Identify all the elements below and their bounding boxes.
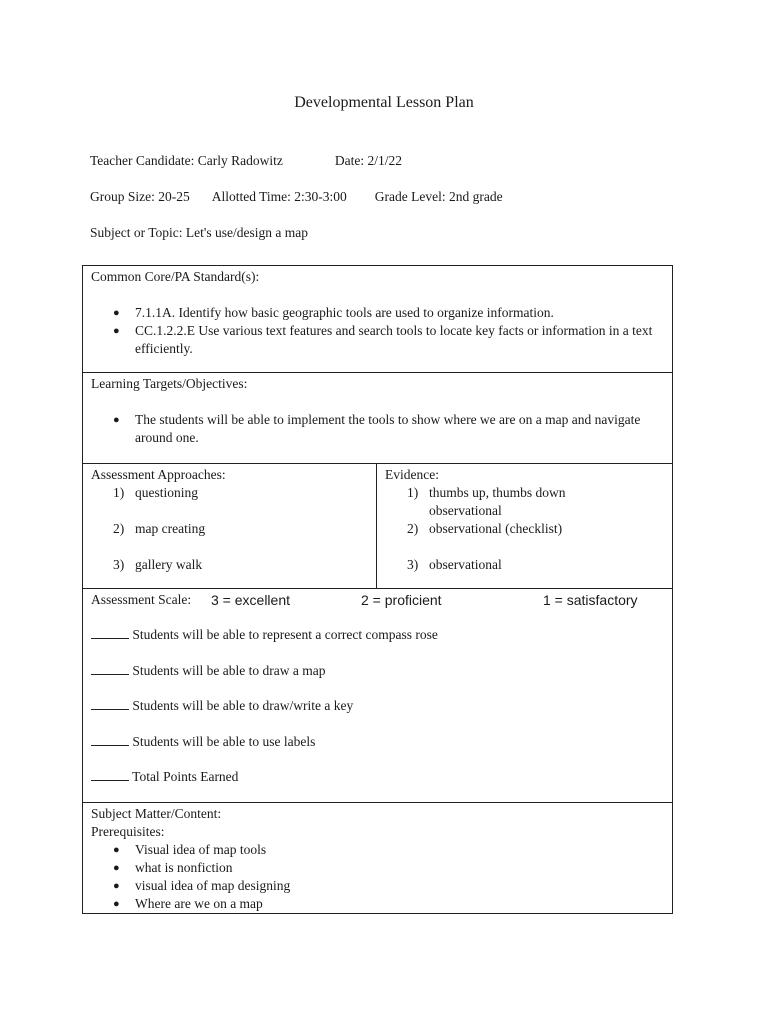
list-item: ● what is nonfiction: [91, 859, 664, 877]
score-blank[interactable]: [91, 626, 129, 639]
page-title: Developmental Lesson Plan: [294, 94, 474, 111]
teacher-date-line: [90, 153, 402, 169]
evidence-heading: Evidence:: [385, 467, 439, 482]
objectives-list: [91, 411, 664, 447]
objectives-heading: Learning Targets/Objectives:: [91, 376, 248, 391]
standards-heading: Common Core/PA Standard(s):: [91, 269, 260, 284]
subject-matter-heading: Subject Matter/Content:: [91, 806, 222, 821]
subject-matter-row: [83, 803, 673, 914]
criterion-item: Students will be able to use labels: [91, 733, 664, 751]
list-item: 2) observational (checklist): [407, 521, 563, 536]
subject-topic: Subject or Topic: Let's use/design a map: [90, 225, 308, 240]
prerequisites-list: [91, 841, 664, 913]
list-item: 1) thumbs up, thumbs down observational: [407, 485, 566, 518]
scale-header: [91, 591, 664, 609]
lesson-date: Date: 2/1/22: [334, 153, 402, 168]
objectives-row: [83, 373, 673, 464]
assessment-row: [83, 464, 673, 589]
scale-level-proficient: 2 = proficient: [361, 592, 442, 608]
scale-cell: [83, 589, 673, 803]
evidence-list: [385, 484, 664, 574]
score-blank[interactable]: [91, 733, 129, 746]
list-item: ● Where are we on a map: [91, 895, 664, 913]
group-size: Group Size: 20-25: [90, 189, 190, 204]
prerequisites-heading: Prerequisites:: [91, 824, 165, 839]
approaches-heading: Assessment Approaches:: [91, 467, 226, 482]
list-item: ● 7.1.1A. Identify how basic geographic tools are used to organize information.: [91, 304, 664, 322]
lesson-plan-table: [82, 265, 673, 914]
teacher-candidate: Teacher Candidate: Carly Radowitz: [90, 153, 283, 168]
score-blank[interactable]: [91, 662, 129, 675]
scale-level-excellent: 3 = excellent: [211, 592, 290, 608]
score-blank[interactable]: [91, 697, 129, 710]
grade-level: Grade Level: 2nd grade: [374, 189, 503, 204]
scale-row: [83, 589, 673, 803]
approaches-list: [91, 484, 368, 574]
standards-cell: [83, 266, 673, 373]
scale-label: Assessment Scale:: [91, 592, 192, 607]
list-item: 2) map creating: [113, 521, 206, 536]
list-item: 3) gallery walk: [113, 557, 203, 572]
objectives-cell: [83, 373, 673, 464]
scale-level-satisfactory: 1 = satisfactory: [543, 592, 638, 608]
list-item: 1) questioning: [113, 485, 198, 500]
evidence-cell: [377, 464, 673, 589]
approaches-cell: [83, 464, 377, 589]
list-item: ● The students will be able to implement the tools to show where we are on a map and navigate around one.: [91, 411, 664, 447]
subject-matter-cell: [83, 803, 673, 914]
criterion-item: Students will be able to draw a map: [91, 662, 664, 680]
allotted-time: Allotted Time: 2:30-3:00: [211, 189, 347, 204]
criterion-item: Total Points Earned: [91, 768, 664, 786]
criterion-item: Students will be able to represent a correct compass rose: [91, 626, 664, 644]
list-item: ● Visual idea of map tools: [91, 841, 664, 859]
standards-list: [91, 304, 664, 358]
criterion-item: Students will be able to draw/write a key: [91, 697, 664, 715]
list-item: ● CC.1.2.2.E Use various text features and search tools to locate key facts or information in a text efficiently.: [91, 322, 664, 358]
standards-row: [83, 266, 673, 373]
list-item: ● visual idea of map designing: [91, 877, 664, 895]
list-item: 3) observational: [407, 557, 502, 572]
score-blank[interactable]: [91, 768, 129, 781]
group-time-grade-line: [90, 189, 503, 205]
